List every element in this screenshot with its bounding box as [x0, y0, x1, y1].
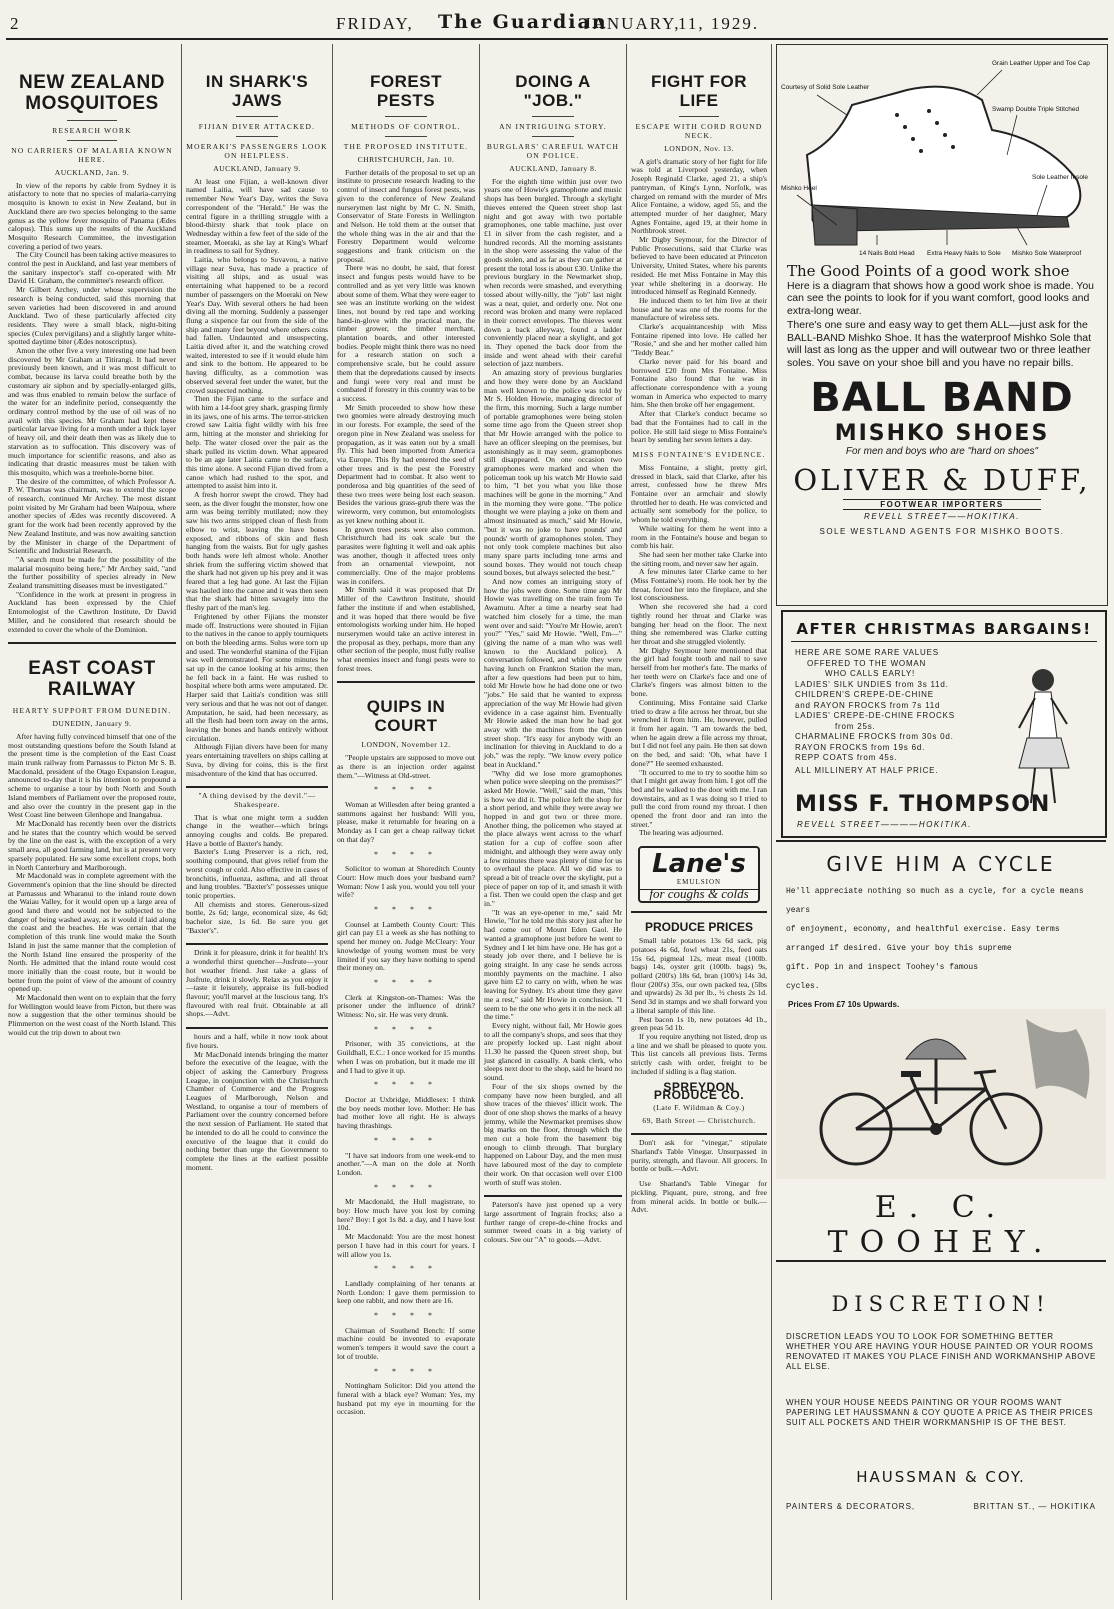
ballband-shoe-advert: [776, 44, 1108, 606]
haussman-name: HAUSSMAN & COY.: [856, 1468, 1026, 1486]
haussman-footer: [776, 1502, 1106, 1511]
produce-heading: PRODUCE PRICES: [644, 919, 754, 934]
paragraph: "It occurred to me to try to soothe him so that I might get away from him. I got off the bed and he walked to the door with me. I ran downstairs, and as I was doing so I tried to pull the cord from round my throat. I then opened the front door and ran into the street.": [631, 767, 768, 829]
shoe-caption: Here is a diagram that shows how a good work shoe is made. You can see the points to look for if you want comfort, good looks and extra-long wear.: [787, 279, 1095, 317]
cycle-title: GIVE HIM A CYCLE: [826, 852, 1056, 876]
quip: Mr Macdonald, the Hull magistrate, to boy: How much have you lost by coming here? Boy: I got 1s 8d. a day, and I have lost 10d.: [337, 1197, 475, 1233]
bicycle-illustration: [776, 1009, 1106, 1179]
haussman-address: BRITTAN ST., — HOKITIKA: [973, 1502, 1096, 1511]
paragraph: There was no doubt, he said, that forest insect and fungus pests would have to be controlled and as yet very little was known about some of them. What they were eager to see was an institute working on the widest lines, not bound by red tape and working hand-in-glove with the practical man, the timber grower, the timber merchant, plantation boards, and other interested bodies. People might think there was no need for a research station on such a comprehensive scale, but he could assure them that the depredations caused by insects and fungi were very real and must be combated if forestry in this country was to be a success.: [337, 263, 475, 403]
column-rule: [479, 44, 480, 1600]
oliver-duff: OLIVER & DUFF,: [793, 463, 1091, 497]
paragraph: Mr Macdonald was in complete agreement with the Government's opinion that the line should be directed at Parnassus and Wharanui to the inland route down the Waiau Valley, for it would open up a large area of good land there and would not be subjected to the danger of being washed away, as it would if laid along the coast and the beaches. He was certain that the completion of this trunk line would make the South Island in just the same manner that the completion of the North Island line ensured the prosperity of the North. He admitted that the inland route would cost more initially than the coast route, but it would be better from the point of view of the amount of country opened up.: [8, 871, 176, 994]
subheading: ESCAPE WITH CORD ROUND NECK.: [635, 122, 763, 140]
column-2: [186, 44, 328, 1600]
quip: Solicitor to woman at Shoreditch County Court: How much does your husband earn? Woman: Now I ask you, would you tell your wife?: [337, 864, 475, 900]
haussman-trade: PAINTERS & DECORATORS,: [786, 1502, 916, 1511]
column-rule: [181, 44, 182, 1600]
headline: EAST COAST RAILWAY: [28, 658, 156, 701]
paragraph: Clarke never paid for his board and borrowed £20 from Mrs Fontaine. Miss Fontaine also found that he was in affectionate correspondence with a young woman in America who expected to marry him. She then broke off her engagement.: [631, 356, 767, 410]
shoe-label: Swamp Double Triple Stitched: [992, 106, 1080, 113]
quip: Mr Macdonald: You are the most honest person I have had in this court for years. I will allow you 1s.: [337, 1232, 475, 1259]
paragraph: Don't ask for "vinegar," stipulate Sharland's Table Vinegar. Unsurpassed in purity, strength, and flavour. All grocers. In bottle or bulk.—Advt.: [631, 1138, 767, 1174]
subheading: FIJIAN DIVER ATTACKED.: [198, 122, 316, 131]
cycle-line: cycles.: [786, 982, 820, 991]
sole-agents: SOLE WESTLAND AGENTS FOR MISHKO BOOTS.: [819, 527, 1065, 536]
spreydon-name: SPREYDON PRODUCE CO.: [653, 1079, 745, 1103]
paragraph: Laitia, who belongs to Suvavou, a native village near Suva, has made a practice of visiting all ships, and as usual was entertaining what happened to be a record number of passengers on the Moeraki on New Year's Day. With several others he had been diving all the morning. Suddenly a passenger flung a sixpence far out from the side of the ship and many feet beyond where others coins had fallen. Undaunted and unsuspecting, Laitia dived after it, and the watching crowd waited, interested to see if it would elude him and sink to the bottom. He appeared to be having difficulty, as a commotion was observed several feet under the water, but the crowd suspected nothing.: [186, 255, 328, 395]
after-christmas-advert: [781, 610, 1107, 838]
star-separator: * * * *: [374, 1080, 438, 1090]
divider: [186, 786, 328, 788]
column-rule: [771, 44, 772, 1600]
paragraph: In grown trees pests were also common. Christchurch had its oak scale but the parasites were fighting it well and oak aphis was another, though it affected trees only from an ornamental viewpoint, not commercially. One of the major problems was in conifers.: [337, 524, 475, 586]
column-1: [8, 44, 176, 1600]
paragraph: All chemists and stores. Generous-sized bottle, 2s 6d; large, economical size, 4s 6d; bachelor size, 1s 6d. Be sure you get "Baxter's".: [186, 899, 328, 935]
star-separator: * * * *: [374, 849, 438, 859]
paragraph: That is what one might term a sudden change in the weather—which brings annoying coughs and colds. Be prepared. Have a bottle of Baxter's handy.: [186, 812, 328, 848]
paragraph: When she recovered she had a cord tightly round her throat and Clarke was banging her head on the floor. The next thing she remembered was Clarke cutting her throat and she struggled violently.: [631, 602, 767, 646]
headline: QUIPS IN COURT: [366, 697, 446, 736]
paragraph: Every night, without fail, Mr Howie goes to all the company's shops, and sees that they are properly locked up. Last night about 11.30 he passed the Queen street shop, but just glanced in casually. A bank clerk, who sleeps next door to the shop, said he heard no sound.: [484, 1020, 622, 1083]
xmas-line: HERE ARE SOME RARE VALUES: [795, 648, 939, 657]
separator: [532, 136, 573, 137]
subheading: RESEARCH WORK: [52, 126, 132, 135]
xmas-line: WHO CALLS EARLY!: [825, 669, 916, 678]
paragraph: Mr Smith said it was proposed that Dr Miller of the Cawthron Institute, should father the institute if and when established, and it was hoped that there would be five entomologists working under him. He hoped nurserymen would take an active interest in the proposal as they, perhaps, more than any other section of the people, must fully realise what enemies insect and fungi pests were to forest trees.: [337, 585, 475, 673]
shoe-label: Mishko Heel: [781, 185, 817, 192]
star-separator: * * * *: [374, 905, 438, 915]
shoe-label: Courtesy of Solid Sole Leather: [781, 84, 870, 91]
column-rule: [626, 44, 627, 1600]
paragraph: Use Sharland's Table Vinegar for pickling. Piquant, pure, strong, and free from mineral acids. In bottle or bulk.—Advt.: [631, 1179, 767, 1215]
masthead-date: 11, 1929.: [678, 14, 760, 33]
separator: [67, 140, 117, 141]
ballband-tagline: For men and boys who are "hard on shoes": [845, 446, 1039, 457]
headline: DOING A "JOB.": [515, 72, 591, 110]
column-4: [484, 44, 622, 1600]
xmas-line: LADIES' CREPE-DE-CHINE FROCKS: [795, 711, 955, 720]
paragraph: Small table potatoes 13s 6d sack, pig potatoes 4s 6d, fowl wheat 21s, feed oats 15s 6d, pigmeal 12s, meat meal (100lb. bags) 14s, oyster grit (100lb. bags) 9s, pollard (200's) 18s 6d, bran (100's) 14s 3d, flour (200's) 35s, our own packed tea, (5lbs and upwards) 2s 3d per lb., ½ chests 2s 1d. Send 3d in stamps and we shall forward you a liberal sample of this line.: [631, 936, 767, 1015]
separator: [385, 136, 426, 137]
divider: [8, 642, 176, 644]
star-separator: * * * *: [374, 1135, 438, 1145]
oliver-address: REVELL STREET——HOKITIKA.: [864, 512, 1020, 521]
paragraph: Mr Smith proceeded to show how these two gnomies were already destroying much in our forests. For example, the seed of the oregon pine in New Zealand was useless for propagation, as it was eaten out by a small fly. This had been imported from America via Europe. This fly had entered the seed of other trees and is the pest the Forestry Department had to combat. It also went to ponderosa and big quantities of the seed of these two trees were being lost each season. Besides the various grass-grub there was the wireworm, very common, but entomologists as yet knew nothing about it.: [337, 402, 475, 525]
paragraph: Then the Fijian came to the surface and with him a 14-foot grey shark, grasping firmly in its jaws, one of his arms. The terror-stricken crowd saw Laitia fight wildly with his free arm, hitting at the monster and shrieking for help. The water closed over the pair as the shark pulled its victim down. What appeared to be an age later Laitia came to the surface, this time alone. A second Fijian dived from a canoe which had rushed to the spot, and attempted to assist him into it.: [186, 394, 328, 491]
star-separator: * * * *: [374, 785, 438, 795]
divider: [484, 1195, 622, 1197]
paragraph: Mr Digby Seymour here mentioned that the girl had fought tooth and nail to save herself from her mother's fate. The marks of her teeth were on Clarke's face and one of Clarke's fingers was almost bitten to the bone.: [631, 645, 767, 699]
paragraph: A fresh horror swept the crowd. They had seen, as the diver fought the monster, how one arm was being terribly mutilated; now they saw his two arms stripped clean of flesh from elbow to wrist, leaving the have bones exposed, and ribbons of skin and flesh hanging from the waists. But for ugly gashes both hands were left almost whole. Another shriek from the suffering victim showed that the shark had not given up his prey and it was feared that a leg had gone. At last the Fijian was hauled into the canoe and it was then seen that the shark had bitten savagely into the fleshy part of the man's leg.: [186, 490, 328, 613]
dateline: DUNEDIN, January 9.: [52, 719, 132, 729]
cycle-advert: [776, 840, 1106, 1260]
subheading: MOERAKI'S PASSENGERS LOOK ON HELPLESS.: [186, 142, 328, 160]
paragraph: A girl's dramatic story of her fight for life was told at Liverpool yesterday, when Joseph Reginald Clarke, aged 21, a ship's pantryman, of King's Lynn, Norfolk, was charged on remand with the murder of Mrs Alice Fontaine, a widow, aged 55, and the attempted murder of her daughter, Mary Agnes Fontaine, aged 19, at their home in Northbrook street.: [631, 156, 767, 236]
newspaper-page: [6, 4, 1108, 1604]
cycle-line: He'll appreciate nothing so much as a cycle, for a cycle means years: [786, 887, 1084, 915]
xmas-line: LADIES' SILK UNDIES from 3s 11d.: [795, 679, 949, 689]
paragraph: For the eighth time within just over two years one of Howie's gramophone and music shops has been burgled. Through a skylight thieves entered the Queen street shop last night and got away with two portable gramophones, one table machine, just over £1 in silver from the cash register, and a hundred records. All the morning assistants in the shop were assessing the value of the goods stolen, and as far as they can gather at present the total loss is about £30. Unlike the previous burglary in the Newmarket shop, when records were smashed, and everything tossed about willy-nilly, the "job" last night was a neat, quiet, and orderly one. Not one record was broken and many were replaced in their correct envelopes. The thieves went down a back alleyway, found a ladder conveniently placed near a skylight, and got in. They opened the back door from the inside and went ahead with their careful selection of jazz numbers.: [484, 176, 622, 369]
divider: [631, 1133, 767, 1135]
quip: Woman at Willesden after being granted a summons against her husband: Will you, please, make it returnable for hearing on a Monday as I can get a cheap railway ticket on that day?: [337, 800, 475, 844]
paragraph: Mr MacDonald intends bringing the matter before the executive of the league, with the object of asking the Canterbury Progress League, in conjunction with the Christchurch Chamber of Commerce and the Progress Leagues of Marlborough, Nelson and Westland, to organise a tour of members of Parliament over the country concerned before the next session of Parliament. He stated that he intended to do all he could to convince the executive of the league that it could do nothing better than urge the Government to complete the lines at the earliest possible moment.: [186, 1049, 328, 1172]
paragraph: He induced them to let him live at their house and he was one of the rooms for the manufacture of wireless sets.: [631, 295, 767, 323]
paragraph: Pest bacon 1s 1b, new potatoes 4d 1b., green peas 5d 1b.: [631, 1014, 767, 1033]
paragraph: She had seen her mother take Clarke into the sitting room, and never saw her again.: [631, 549, 767, 568]
xmas-line: RAYON FROCKS from 19s 6d.: [795, 742, 926, 752]
star-separator: * * * *: [374, 1264, 438, 1274]
xmas-line: OFFERED TO THE WOMAN: [807, 658, 927, 668]
paragraph: After having fully convinced himself that one of the most outstanding questions before the South Island at the present time is the completion of the East Coast main trunk railway from Parnassus to Picton Mr S. B. Macdonald, president of the Otago Expansion League, announced to-day that it is his intention to propound a scheme to organise a tour by both North and South Island members of Parliament over the proposed route, and also over the country in the present gap in the West Coast line between Glenhope and Inangahua.: [8, 731, 176, 820]
subheading: MISS FONTAINE'S EVIDENCE.: [632, 449, 766, 459]
paragraph: Four of the six shops owned by the company have now been burgled, and all show traces of the thieves' illicit work. The door of one shop shows the marks of a heavy jemmy, while the Newmarket premises show big marks on the floor, through which the men cut a hole from the basement big enough to climb through. That burglary happened on Labour Day, and the men must have laboured most of the day to complete their work. On that occasion well over £100 worth of stuff was stolen.: [484, 1081, 622, 1187]
subheading: AN INTRIGUING STORY.: [499, 122, 607, 131]
xmas-line: REPP COATS from 45s.: [795, 753, 898, 762]
discretion-advert: [776, 1260, 1106, 1602]
headline: IN SHARK'S JAWS: [205, 72, 309, 110]
star-separator: * * * *: [374, 977, 438, 987]
lady-illustration: [991, 658, 1091, 808]
paragraph: Drink it for pleasure, drink it for health! It's a wonderful thirst quencher—Jusfrute—your hot weather friend. Just take a glass of Jusfrute, drink it slowly. Relax as you enjoy it—taste it leisurely, appraise its full-bodied flavour; you'll marvel at the luscious tang. It's flavoured with real fruit. Obtainable at all shops.—Advt.: [186, 948, 328, 1019]
paragraph: A few minutes later Clarke came to her (Miss Fontaine's) room. He took her by the throat, forced her into the fireplace, and she lost consciousness.: [631, 567, 767, 603]
divider: [186, 943, 328, 945]
paragraph: The hearing was adjourned.: [639, 828, 724, 838]
paragraph: "Confidence in the work at present in progress in Auckland has been expressed by the Chief Entomologist of the Cawthron Institute, Dr David Miller, and he considered that research should be extended to cover the whole of the Dominion.: [8, 589, 176, 634]
separator: [236, 116, 279, 117]
footwear-importers: FOOTWEAR IMPORTERS: [843, 499, 1041, 510]
separator: [679, 116, 720, 117]
paragraph: Mr Macdonald then went on to explain that the ferry for Wellington would leave from Picton, but there was now a suggestion that the other terminus should be Plimmerton on the west coast of the North Island. This would cut the trip down to about two: [8, 993, 176, 1037]
quip: "People upstairs are supposed to move out as there is an injection order against them."—Witness at Old-street.: [337, 753, 475, 780]
xmas-line: ALL MILLINERY AT HALF PRICE.: [795, 765, 939, 775]
quip: Chairman of Southend Bench: If some machine could be invented to evaporate women's tempers it would save the court a lot of trouble.: [337, 1325, 475, 1361]
subheading: HEARTY SUPPORT FROM DUNEDIN.: [12, 706, 172, 716]
paragraph: The desire of the committee, of which Professor A. P. W. Thomas was chairman, was to extend the scope of research, continued Mr Archey. The most distant point visited by Mr Graham had been Waipoua, where another species of Ædes was recently discovered. A grant for the work had been recently approved by the New Zealand Institute, and was now awaiting sanction by the Minister in charge of the Department of Scientific and Industrial Research.: [8, 476, 176, 556]
paragraph: "Why did we lose more gramophones when police were sleeping on the premises?" asked Mr Howie. "Well," said the man, "this is how we did it. The police left the shop for a short period, and while they were away we hopped in and got two or three more. Another thing, the policemen who stayed at the place always went across to the wharf station for a cup of coffee soon after midnight, and although they were away only a few minutes there was plenty of time for us to overhaul the place. All we did was to spread a bit of treacle over the skylight, put a piece of paper on top of it, and smash it with a fist. Then we could open the clasp and get in.": [484, 768, 622, 909]
column-3: [337, 44, 475, 1600]
paragraph: An amazing story of previous burglaries and how they were done by an Auckland man well known to the police was told by Mr S. Holden Howie, managing director of the firm, this morning. Such a large number of portable gramophones were being stolen some time ago from the Queen street shop that Mr Howie arranged with the police to have an officer sleeping on the premises, but astonishingly as it may seem, gramophones still disappeared. On one occasion two gramophones were marked and when the policeman took up his watch Mr Howie said to him, "I bet you what you like those machines will be gone in the morning." And in the morning they were gone. "The police thought we were playing a joke on them and almost insinuated as much," said Mr Howie, "but it was no joke to have pounds' and pounds' worth of gramophones stolen. They not only took complete machines but also many spare parts including tone arms and sound boxes. They would not touch cheap sound boxes, but always selected the best.": [484, 368, 622, 578]
shoe-caption-title: The Good Points of a good work shoe: [787, 262, 1070, 280]
advert-paragraph: Paterson's have just opened up a very large assortment of Ingrain frocks; also a further range of crepe-de-chine frocks and summer tweed coats in a big variety of colours. See our "A" to goods.—Advt.: [484, 1200, 622, 1245]
paragraph: And now comes an intriguing story of how the jobs were done. Some time ago Mr Howie was travelling on the train from Te Awamutu. After a time a nearby seat had watched him closely for a time, the man went over and said: "You're Mr Howie, aren't you?" "Yes," said Mr Howie. "Well, I'm—" (giving the name of a man who was well known to the Auckland police). A conversation followed, and while they were having lunch on Frankton Station the man, after a few questions had been put to him, told Mr Howie how he had done one or two "jobs." He said that he wanted to express appreciation of the way Mr Howie had given evidence in a case against him. Eventually Mr Howie asked the man how he had got away with the machines from the Queen street shop. "It's easy for anybody with an inclination for thieving in Auckland to do a job," was the reply. "We know every police beat in Auckland.": [484, 577, 622, 769]
paragraph: Mr Digby Seymour, for the Director of Public Prosecutions, said that Clarke was believed to have been educated at Princeton University, United States, where his parents resided. He met Miss Fontaine in May this year while sheltering in a doorway. He introduced himself as Reginald Kennedy.: [631, 235, 767, 297]
page-number: 2: [10, 14, 21, 33]
shoe-label: Mishko Sole Waterproof: [1012, 250, 1082, 257]
separator: [532, 116, 573, 117]
discretion-title: DISCRETION!: [831, 1292, 1051, 1316]
spreydon-address: 69, Bath Street — Christchurch.: [642, 1115, 756, 1125]
headline: FIGHT FOR LIFE: [650, 72, 748, 110]
paragraph: If you require anything not listed, drop us a line and we shall be pleased to quote you. This list cancels all previous lists. Terms strictly cash with order, freight to be included if sidling is a flag station.: [631, 1031, 767, 1076]
shoe-caption-2: There's one sure and easy way to get them ALL—just ask for the BALL-BAND Mishko Shoe. It has the waterproof Mishko Sole that will last as long as the upper and will outwear two or three leather soles. You save on your shoe bill and you have no repair bills.: [787, 319, 1092, 369]
thompson-address: REVELL STREET————HOKITIKA.: [797, 820, 972, 829]
dateline: CHRISTCHURCH, Jan. 10.: [357, 155, 455, 164]
divider: [631, 911, 767, 913]
mishko-logo: MISHKO SHOES: [834, 421, 1050, 446]
masthead-day: FRIDAY,: [336, 14, 414, 33]
spreydon-sub: (Late F. Wildman & Coy.): [653, 1102, 745, 1112]
quip: Prisoner, with 35 convictions, at the Guildhall, E.C.: I once worked for 15 months when I was on probation, but it made me ill and I had to give it up.: [337, 1039, 475, 1075]
separator: [67, 120, 117, 121]
quip: Doctor at Uxbridge, Middlesex: I think the boy needs mother love. Mother: He has had mother love all right. He is always having thrashings.: [337, 1094, 475, 1131]
paragraph: Although Fijian divers have been for many years entertaining travellers on ships calling at Suva, by diving for coins, this is the first misadventure of the kind that has occurred.: [186, 742, 328, 778]
headline: NEW ZEALAND MOSQUITOES: [19, 72, 165, 114]
paragraph: Mr MacDonald has recently been over the districts and he states that the country which would be served by the line on the east is, with the exception of a very small area, all good farming land, but is at present very sparsely populated. He saw some excellent crops, both in North Canterbury and Marlborough.: [8, 819, 176, 872]
quote: "A thing devised by the devil."—Shakespeare.: [198, 791, 316, 809]
cycle-line: of enjoyment, economy, and healthful exercise. Easy terms: [786, 925, 1060, 934]
shoe-label: Sole Leather Insole: [1032, 174, 1089, 181]
quip: Counsel at Lambeth County Court: This girl can pay £1 a week as she has nothing to spend her money on. Judge McCleary: Your knowledge of young women must be very limited if you say they have nothing to spend their money on.: [337, 919, 475, 973]
subheading: NO CARRIERS OF MALARIA KNOWN HERE.: [11, 146, 173, 164]
shoe-label: Grain Leather Upper and Toe Cap: [992, 60, 1090, 67]
dateline: AUCKLAND, January 9.: [213, 164, 301, 173]
divider: [186, 1027, 328, 1029]
xmas-line: from 25s.: [835, 721, 876, 731]
cycle-line: gift. Pop in and inspect Toohey's famous: [786, 963, 979, 972]
quip: "I have sat indoors from one week-end to another."—A man on the dole at North London.: [337, 1150, 475, 1177]
shoe-diagram: [777, 45, 1107, 260]
star-separator: * * * *: [374, 1311, 438, 1321]
column-5: [631, 44, 767, 1600]
dateline: LONDON, November 12.: [361, 740, 451, 750]
subheading: BURGLARS' CAREFUL WATCH ON POLICE.: [486, 142, 620, 160]
masthead: [6, 4, 1108, 40]
paragraph: While waiting for them he went into a room in the Fontaine's house and began to comb his hair.: [631, 523, 767, 551]
paragraph: hours and a half, while it now took about five hours.: [186, 1032, 328, 1050]
lanes-emulsion-ad: [638, 846, 760, 902]
lanes-logo: Lane's: [652, 849, 746, 880]
masthead-title: The Guardian: [438, 11, 608, 33]
column-rule: [332, 44, 333, 1600]
xmas-line: CHILDREN'S CREPE-DE-CHINE: [795, 690, 934, 699]
xmas-title: AFTER CHRISTMAS BARGAINS!: [791, 620, 1097, 642]
paragraph: Further details of the proposal to set up an institute to prosecute research leading to the control of insect and fungus forest pests, was given to the conference of New Zealand nurserymen last night by Mr C. N. Smith, Conservator of State Forests in Wellington and Nelson. He told them at the outset that the whole thing was in the air and that the Forestry Department would welcome suggestions and frank criticism on the proposal.: [337, 167, 475, 264]
paragraph: The City Council has been taking active measures to control the pest in Auckland, and last year members of the sanitary inspector's staff co-operated with Mr David H. Graham, the committee's research officer.: [8, 250, 176, 286]
xmas-line: CHARMALINE FROCKS from 30s 0d.: [795, 732, 954, 741]
subheading: METHODS OF CONTROL.: [351, 122, 461, 131]
toohey-name: E. C. TOOHEY.: [827, 1190, 1055, 1260]
paragraph: Mr Gilbert Archey, under whose supervision the research is being conducted, said this morning that seven varieties had been discovered in and around Auckland. Two of these particularly affected city residents. They were a small black, night-biting species (Culex pervigilans) and a slightly larger white-spotted daytime biter (Ædes notoscriptus).: [8, 285, 176, 347]
ballband-logo: BALL BAND: [810, 375, 1074, 421]
quip: Landlady complaining of her tenants at North London: I gave them permission to keep one rabbit, and now there are 16.: [337, 1278, 475, 1306]
separator: [236, 136, 279, 137]
paragraph: "It was an eye-opener to me," said Mr Howie, "for he told me this story just after he had come out of Mount Eden Gaol. He wanted a gramophone just before he went to Sydney and I let him have one. He has got a steady job over there, and I believe he is going straight. In any case he sends across monthly payments on the machine. I also gave him £2 to carry on with, when he was leaving for Sydney. It's about time they gave me a rest," said Mr Howie in conclusion. "I seem to be the one who gets it in the neck all the time.": [484, 907, 622, 1022]
headline: FOREST PESTS: [370, 72, 442, 110]
separator: [385, 116, 426, 117]
discretion-body: DISCRETION LEADS YOU TO LOOK FOR SOMETHING BETTER WHETHER YOU ARE HAVING YOUR HOUSE PAINTED OR YOUR ROOMS RENOVATED IT MAKES YOU PLACE FINISH AND WORKMANSHIP ABOVE ALL ELSE.: [786, 1332, 1096, 1371]
dateline: LONDON, Nov. 13.: [664, 144, 734, 153]
lanes-tag: for coughs & colds: [640, 889, 758, 899]
discretion-body-2: WHEN YOUR HOUSE NEEDS PAINTING OR YOUR ROOMS WANT PAPERING LET HAUSSMANN & COY QUOTE A PRICE AS THEIR PRICES SUIT ALL POCKETS AND THEIR WORKMANSHIP IS OF THE BEST.: [786, 1398, 1094, 1427]
paragraph: Baxter's Lung Preserver is a rich, red, soothing compound, that gives relief from the worst cough or cold. Also effective in cases of bronchitis, influenza, asthma, and all throat and lung troubles. "Baxter's" possesses unique tonic properties.: [186, 847, 328, 900]
cycle-line: arranged if desired. Give your boy this supreme: [786, 944, 1012, 953]
paragraph: "A search must be made for the possibility of the malarial mosquito being here," Mr Archey said, "and the further possibility of species already in New Zealand transmitting diseases must be investigated.": [8, 554, 176, 591]
shoe-label: Extra Heavy Nails to Sole: [927, 250, 1001, 257]
shoe-label: 14 Nails Bold Head: [859, 250, 915, 257]
paragraph: Amon the other five a very interesting one had been discovered by Mr Graham at Titirangi. It had never previously been known, and it was most difficult to combat, because its larva could breathe both by the customary air siphon and by specially-enlarged gills, and was thus enabled to remain below the surface of the water for an indefinite period, consequently the ordinary control method by the use of oil was of no avail with this species. Mr Graham had kept these particular larvae living for a month under a thick layer of heavy oil, and their death then was as likely due to starvation as to suffocation. This discovery was of much importance for scientific reasons, and also as indicating that drastic measures must be taken with this mosquito, which was a treehole-borne biter.: [8, 346, 176, 477]
masthead-month: JANUARY,: [584, 14, 681, 33]
divider: [337, 681, 475, 683]
paragraph: Continuing, Miss Fontaine said Clarke tried to draw a file across her throat, but she wrenched it from him. He, however, pulled it from her again. "I am towards the bed, when he again drew a file across my throat, but I did not feel any pain. He then sat down on the bed, and said: 'Oh, what have I done?'" He seemed exhausted.: [631, 697, 767, 768]
subheading: THE PROPOSED INSTITUTE.: [343, 142, 469, 151]
star-separator: * * * *: [374, 1366, 438, 1376]
cycle-price: Prices From £7 10s Upwards.: [788, 1000, 900, 1009]
dateline: AUCKLAND, January 8.: [509, 164, 597, 173]
paragraph: Frightened by other Fijians the monster made off. Instructions were shouted in Fijian to the natives in the canoe to apply tourniquets on both the bleeding arms. Sulus were torn up and used. The wonderful stamina of the Fijian was well demonstrated. For some minutes he sat up in the canoe looking at his arms; then he fell back in a faint. He was rushed to hospital where both arms were amputated. Dr. Harper said that Laitia's condition was still very serious and that he was not out of danger. Amputation, he said, had been necessary, as all the flesh had been torn away on the arms, leaving the bones and hands entirely without circulation.: [186, 611, 328, 743]
thompson-name: MISS F. THOMPSON: [795, 792, 1051, 817]
xmas-line: and RAYON FROCKS from 7s 11d: [795, 700, 941, 710]
paragraph: In view of the reports by cable from Sydney it is atisfactory to note that no species of malaria-carrying mosquito is known to exist in New Zealand, but in Auckland there are two species belonging to the same genus as the yellow fever mosquito of Panama (Ædes calopus). This sums up the results of the Auckland Mosquito Research Committee, the investigation covering a period of two years.: [8, 180, 176, 251]
paragraph: Clarke's acquaintanceship with Miss Fontaine ripened into love. He called her "Rosie," and she and her mother called him "Teddy Bear.": [631, 322, 767, 358]
star-separator: * * * *: [374, 1024, 438, 1034]
dateline: AUCKLAND, Jan. 9.: [54, 168, 130, 177]
paragraph: At least one Fijian, a well-known diver named Laitia, will have sad cause to remember New Year's Day, writes the Suva correspondent of the "Herald." He was the central figure in a thrilling struggle with a blood-thirsty shark that took place on Wednesday within a few feet of the side of the steamer, Moeraki, as she lay at King's Wharf in readiness to sail for Sydney.: [186, 176, 328, 256]
xmas-list: [783, 648, 985, 776]
paragraph: Miss Fontaine, a slight, pretty girl, dressed in black, said that Clarke, after his arrest, confessed how he threw Mrs Fontaine over an armchair and slowly throttled her to death. He was convicted and actually sent somebody for the police, to whom he told everything.: [631, 462, 767, 525]
quip: Nottingham Solicitor: Did you attend the funeral with a black eye? Woman: Yes, my husband put my eye in mourning for the occasion.: [337, 1381, 475, 1417]
lanes-sub: EMULSION: [676, 878, 722, 887]
star-separator: * * * *: [374, 1182, 438, 1192]
quip: Clerk at Kingston-on-Thames: Was the prisoner under the influence of drink? Witness: No, sir. He was very drunk.: [337, 992, 475, 1020]
paragraph: After that Clarke's conduct became so bad that the Fontaines had to call in the police. He still laid siege to Miss Fontaine's heart by sending her seven letters a day.: [631, 409, 767, 445]
